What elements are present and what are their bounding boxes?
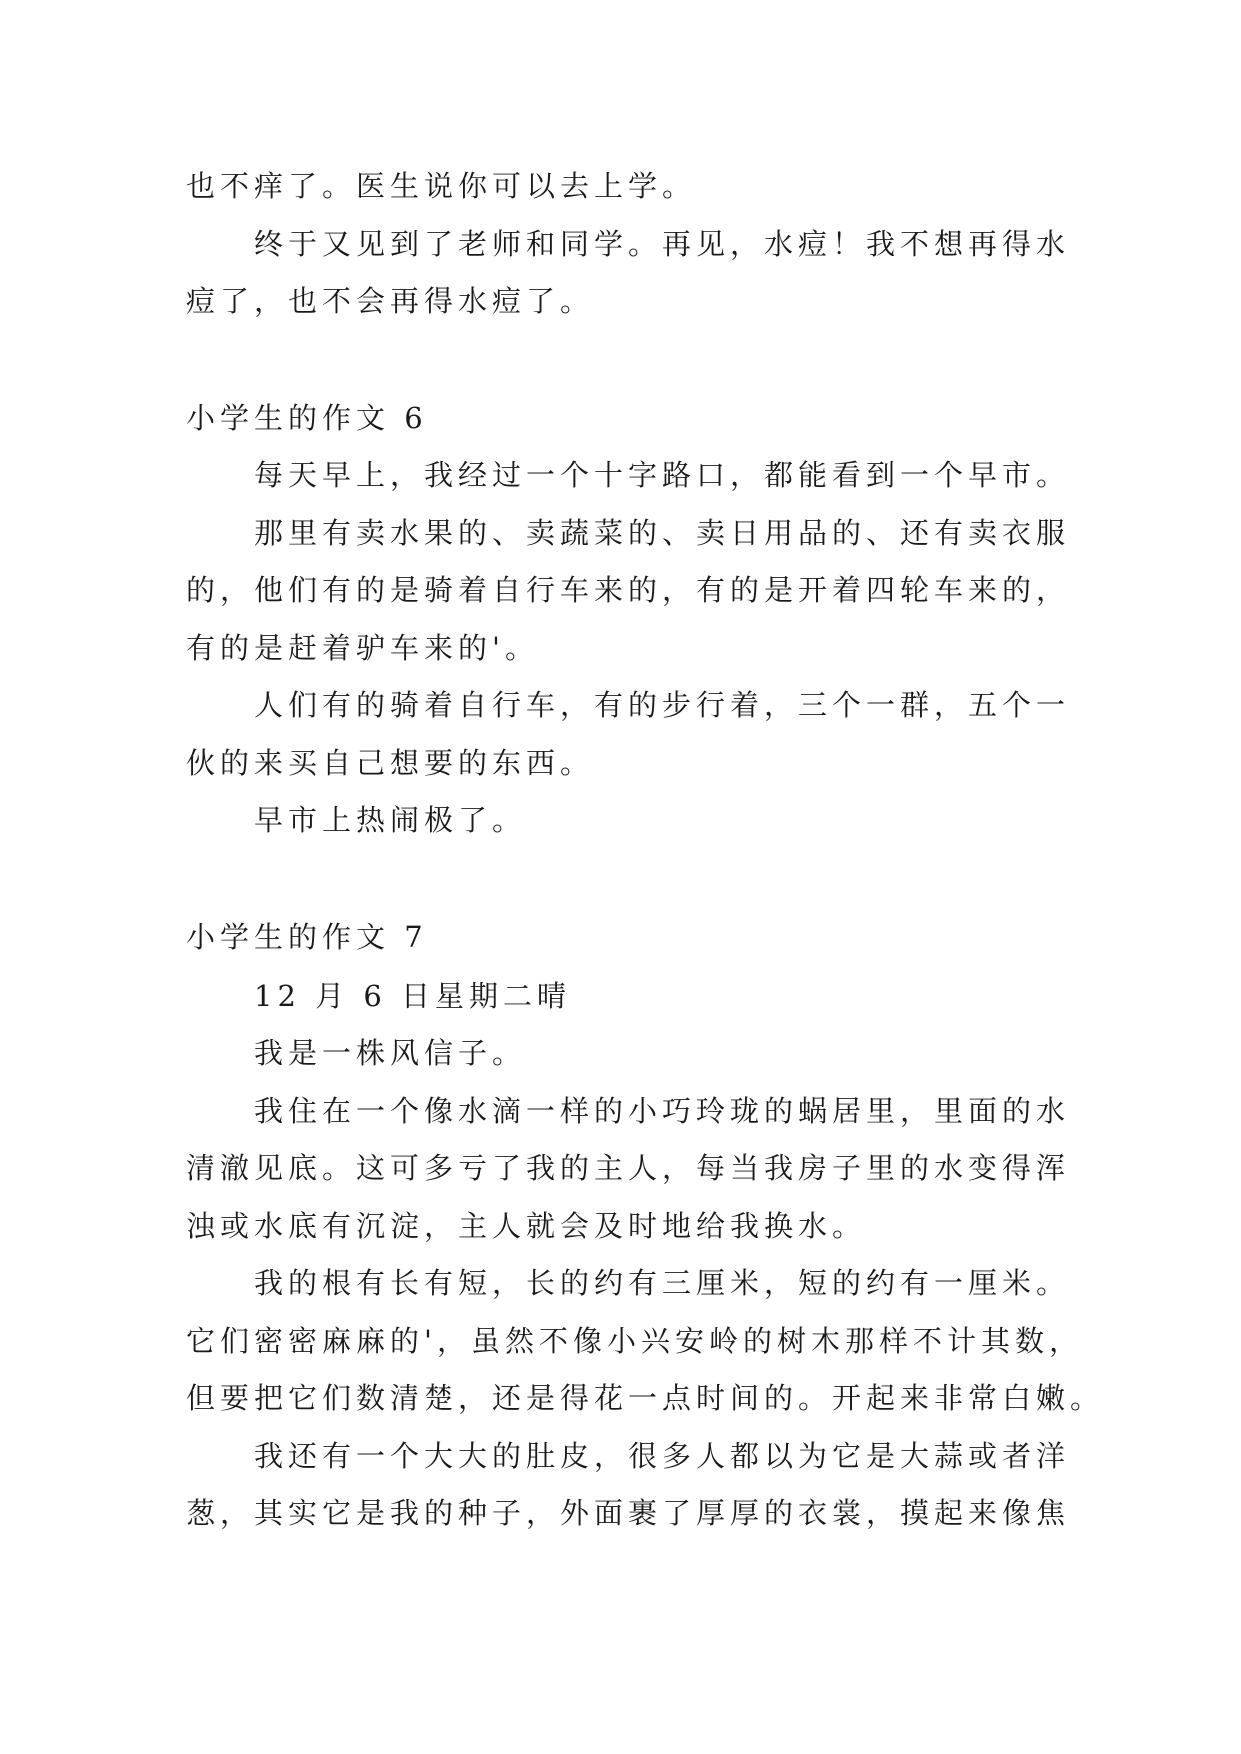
date-line: 12 月 6 日星期二晴	[254, 979, 572, 1013]
paragraph-line: 我还有一个大大的肚皮，很多人都以为它是大蒜或者洋	[254, 1439, 1071, 1473]
paragraph-line: 它们密密麻麻的'，虽然不像小兴安岭的树木那样不计其数，	[186, 1324, 1083, 1358]
paragraph-line: 早市上热闹极了。	[254, 803, 527, 837]
paragraph-line: 我的根有长有短，长的约有三厘米，短的约有一厘米。	[254, 1266, 1071, 1300]
paragraph-line: 每天早上，我经过一个十字路口，都能看到一个早市。	[254, 458, 1071, 492]
paragraph-line: 伙的来买自己想要的东西。	[186, 746, 595, 780]
paragraph-line: 人们有的骑着自行车，有的步行着，三个一群，五个一	[254, 688, 1071, 722]
paragraph-line: 的，他们有的是骑着自行车来的，有的是开着四轮车来的，	[186, 573, 1071, 607]
paragraph-line: 有的是赶着驴车来的'。	[186, 631, 539, 665]
paragraph-line: 葱，其实它是我的种子，外面裹了厚厚的衣裳，摸起来像焦	[186, 1496, 1071, 1530]
paragraph-line: 痘了，也不会再得水痘了。	[186, 284, 595, 318]
paragraph-line: 终于又见到了老师和同学。再见，水痘！我不想再得水	[254, 227, 1071, 261]
paragraph-line: 也不痒了。医生说你可以去上学。	[186, 169, 697, 203]
paragraph-line: 我是一株风信子。	[254, 1036, 527, 1070]
paragraph-line: 但要把它们数清楚，还是得花一点时间的。开起来非常白嫩。	[186, 1381, 1105, 1415]
essay-title: 小学生的作文 7	[186, 920, 428, 954]
paragraph-line: 我住在一个像水滴一样的小巧玲珑的蜗居里，里面的水	[254, 1094, 1071, 1128]
paragraph-line: 那里有卖水果的、卖蔬菜的、卖日用品的、还有卖衣服	[254, 516, 1071, 550]
paragraph-line: 清澈见底。这可多亏了我的主人，每当我房子里的水变得浑	[186, 1151, 1071, 1185]
essay-title: 小学生的作文 6	[186, 401, 428, 435]
paragraph-line: 浊或水底有沉淀，主人就会及时地给我换水。	[186, 1209, 867, 1243]
